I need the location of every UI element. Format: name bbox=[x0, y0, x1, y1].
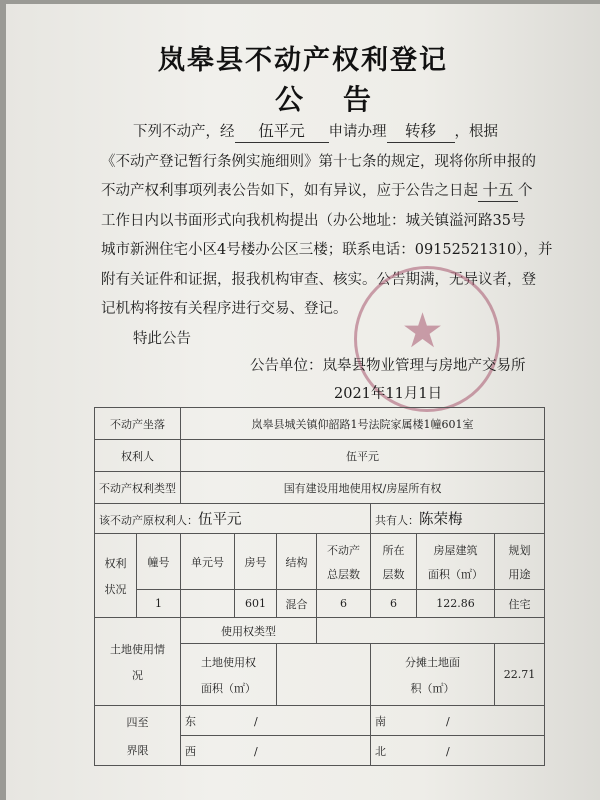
boundary-label bbox=[95, 706, 181, 766]
right-type-label: 不动产权利类型 bbox=[95, 472, 181, 504]
land-area-label bbox=[181, 644, 277, 706]
shared-area-label-line: 分摊土地面 bbox=[405, 655, 460, 669]
boundary-label-line: 四至 bbox=[126, 715, 149, 729]
status-label bbox=[95, 534, 137, 618]
col-floor-line: 层数 bbox=[382, 567, 405, 581]
col-total-floors-line: 不动产 bbox=[327, 543, 360, 557]
notice-text: 申请办理 bbox=[328, 124, 387, 140]
shared-area-label bbox=[371, 644, 495, 706]
objection-days: 十五 bbox=[478, 179, 518, 202]
land-right-type-value bbox=[317, 618, 545, 644]
east-value: / bbox=[254, 714, 258, 728]
cell-unit bbox=[181, 590, 235, 618]
north-label: 北 bbox=[375, 744, 386, 758]
col-area-line: 面积（㎡） bbox=[428, 567, 483, 581]
notice-line-6: 附有关证件和证据，报我机构审查、核实。公告期满，无异议者，登 bbox=[101, 271, 536, 288]
north-value: / bbox=[446, 744, 450, 758]
notice-title: 岚皋县不动产权利登记 bbox=[158, 45, 448, 76]
land-area-label-line: 面积（㎡） bbox=[201, 681, 256, 695]
status-label-line: 权利 bbox=[104, 556, 127, 570]
notice-text: 下列不动产，经 bbox=[133, 124, 235, 140]
boundary-label-line: 界限 bbox=[126, 743, 149, 757]
holder-label: 权利人 bbox=[95, 440, 181, 472]
notice-line-4: 工作日内以书面形式向我机构提出（办公地址：城关镇溢河路35号 bbox=[101, 212, 526, 229]
land-area-value bbox=[277, 644, 371, 706]
notice-text: 不动产权利事项列表公告如下，如有异议，应于公告之日起 bbox=[101, 183, 478, 199]
land-use-label bbox=[95, 618, 181, 706]
cell-room: 601 bbox=[235, 590, 277, 618]
notice-text: 个 bbox=[518, 183, 533, 199]
status-label-line: 状况 bbox=[104, 582, 127, 596]
cell-structure: 混合 bbox=[277, 590, 317, 618]
cell-floor: 6 bbox=[371, 590, 417, 618]
col-room: 房号 bbox=[235, 534, 277, 590]
location-value: 岚皋县城关镇仰韶路1号法院家属楼1幢601室 bbox=[181, 408, 545, 440]
notice-date: 2021年11月1日 bbox=[334, 386, 443, 402]
col-use bbox=[495, 534, 545, 590]
cell-total-floors: 6 bbox=[317, 590, 371, 618]
seal-star-icon: ★ bbox=[401, 303, 445, 359]
co-owner-label: 共有人： bbox=[375, 514, 419, 527]
south-value: / bbox=[446, 714, 450, 728]
west-label: 西 bbox=[185, 744, 196, 758]
cell-building: 1 bbox=[137, 590, 181, 618]
notice-closing: 特此公告 bbox=[133, 330, 191, 347]
notice-line-1 bbox=[101, 118, 556, 148]
location-label: 不动产坐落 bbox=[95, 408, 181, 440]
shared-area-value: 22.71 bbox=[495, 644, 545, 706]
land-right-type-label: 使用权类型 bbox=[181, 618, 317, 644]
col-building: 幢号 bbox=[137, 534, 181, 590]
cell-use: 住宅 bbox=[495, 590, 545, 618]
east-boundary bbox=[181, 706, 371, 736]
property-table bbox=[94, 407, 545, 766]
notice-line-5: 城市新洲住宅小区4号楼办公区三楼；联系电话：09152521310），并 bbox=[101, 242, 553, 258]
south-label: 南 bbox=[375, 714, 386, 728]
col-floor bbox=[371, 534, 417, 590]
col-total-floors bbox=[317, 534, 371, 590]
col-use-line: 规划 bbox=[508, 543, 531, 557]
business-type: 转移 bbox=[387, 120, 455, 143]
original-holder-label: 该不动产原权利人： bbox=[99, 514, 198, 527]
east-label: 东 bbox=[185, 714, 196, 728]
applicant-name: 伍平元 bbox=[235, 120, 329, 143]
right-type-value: 国有建设用地使用权/房屋所有权 bbox=[181, 472, 545, 504]
notice-line-7: 记机构将按有关程序进行交易、登记。 bbox=[101, 301, 348, 317]
north-boundary bbox=[371, 736, 545, 766]
col-area bbox=[417, 534, 495, 590]
issuer: 公告单位：岚皋县物业管理与房地产交易所 bbox=[250, 358, 526, 374]
west-boundary bbox=[181, 736, 371, 766]
shared-area-label-line: 积（㎡） bbox=[410, 681, 455, 695]
cell-area: 122.86 bbox=[417, 590, 495, 618]
co-owner bbox=[371, 504, 545, 534]
land-area-label-line: 土地使用权 bbox=[201, 655, 256, 669]
notice-subtitle: 公告 bbox=[274, 83, 411, 116]
notice-paper bbox=[6, 4, 600, 800]
original-holder-value: 伍平元 bbox=[198, 512, 242, 528]
notice-text: ，根据 bbox=[454, 124, 498, 140]
col-use-line: 用途 bbox=[508, 567, 531, 581]
south-boundary bbox=[371, 706, 545, 736]
col-total-floors-line: 总层数 bbox=[327, 567, 360, 581]
col-area-line: 房屋建筑 bbox=[433, 543, 478, 557]
land-use-label-line: 土地使用情 bbox=[110, 642, 165, 656]
west-value: / bbox=[254, 744, 258, 758]
col-structure: 结构 bbox=[277, 534, 317, 590]
original-holder bbox=[95, 504, 371, 534]
land-use-label-line: 况 bbox=[132, 668, 143, 682]
co-owner-value: 陈荣梅 bbox=[419, 512, 463, 528]
col-floor-line: 所在 bbox=[382, 543, 405, 557]
holder-value: 伍平元 bbox=[181, 440, 545, 472]
notice-line-2: 《不动产登记暂行条例实施细则》第十七条的规定，现将你所申报的 bbox=[101, 153, 536, 170]
col-unit: 单元号 bbox=[181, 534, 235, 590]
notice-line-3 bbox=[101, 177, 556, 207]
